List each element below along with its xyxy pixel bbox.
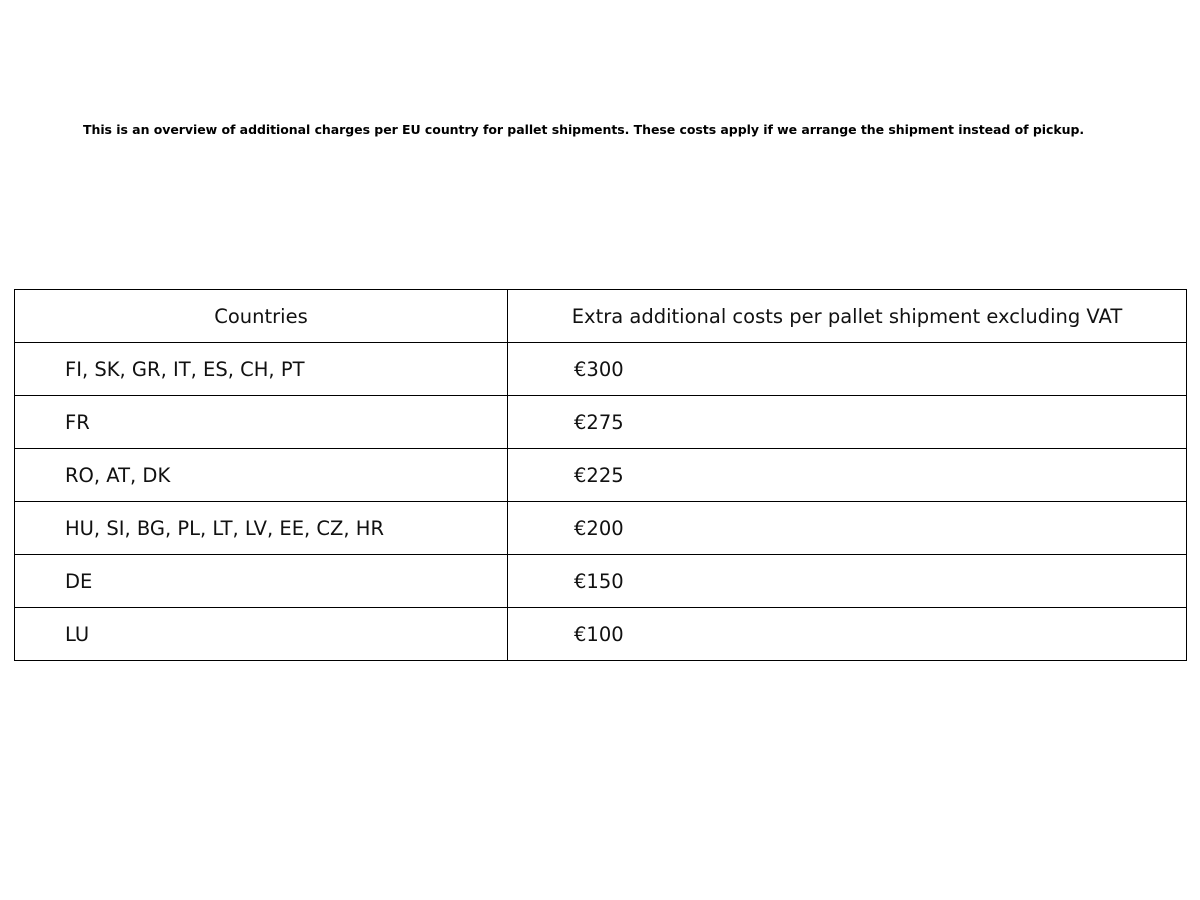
row-countries: FR xyxy=(15,396,508,449)
row-countries: LU xyxy=(15,608,508,661)
row-cost: €275 xyxy=(508,396,1187,449)
header-costs: Extra additional costs per pallet shipment excluding VAT xyxy=(508,290,1187,343)
row-countries: HU, SI, BG, PL, LT, LV, EE, CZ, HR xyxy=(15,502,508,555)
table-row xyxy=(15,502,1187,555)
row-cost: €200 xyxy=(508,502,1187,555)
table-row xyxy=(15,449,1187,502)
row-countries: RO, AT, DK xyxy=(15,449,508,502)
row-cost: €100 xyxy=(508,608,1187,661)
header-countries: Countries xyxy=(15,290,508,343)
intro-paragraph: This is an overview of additional charges per EU country for pallet shipments. These costs apply if we arrange the shipment instead of pickup. xyxy=(83,122,1085,137)
pallet-cost-table-container xyxy=(14,289,1186,661)
table-row xyxy=(15,343,1187,396)
row-cost: €150 xyxy=(508,555,1187,608)
table-header-row xyxy=(15,290,1187,343)
row-cost: €225 xyxy=(508,449,1187,502)
table-row xyxy=(15,555,1187,608)
row-countries: DE xyxy=(15,555,508,608)
pallet-cost-table xyxy=(14,289,1187,661)
row-cost: €300 xyxy=(508,343,1187,396)
table-row xyxy=(15,608,1187,661)
table-row xyxy=(15,396,1187,449)
row-countries: FI, SK, GR, IT, ES, CH, PT xyxy=(15,343,508,396)
